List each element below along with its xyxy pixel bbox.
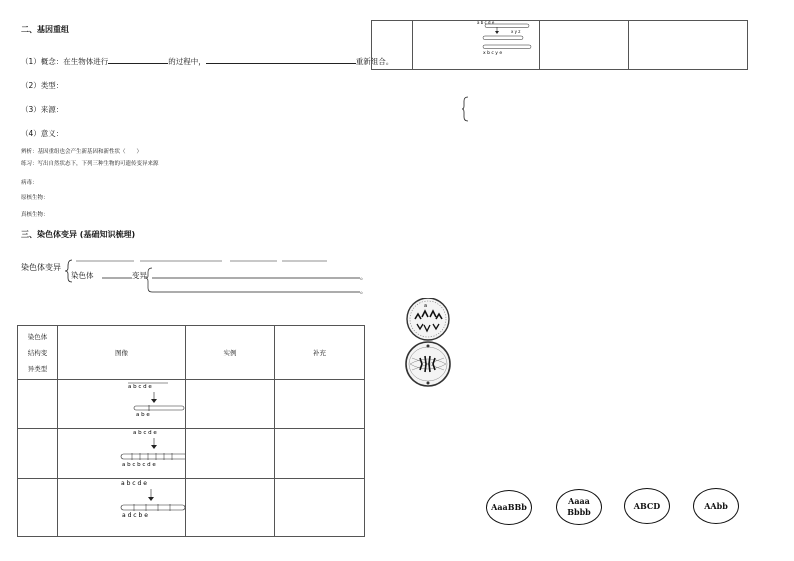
concept-blank-2[interactable] <box>206 56 356 64</box>
concept-mid: 的过程中， <box>168 57 206 66</box>
table-row <box>18 380 365 429</box>
row1-type-cell[interactable] <box>18 380 58 429</box>
row2-bottom-genes: a b c b c d e <box>122 462 156 468</box>
small-brace <box>461 96 471 122</box>
translocation-diagram <box>413 21 539 69</box>
table-header-row <box>18 326 365 380</box>
variation-label: 染色体变异 <box>21 263 61 272</box>
mid-row-genes: x y z <box>511 29 521 34</box>
row2-image-cell <box>58 429 186 479</box>
row1-note-cell[interactable] <box>275 380 365 429</box>
header-note-cell: 补充 <box>275 326 365 380</box>
row3-top-genes: a b c d e <box>121 480 147 487</box>
period-2: 。 <box>360 286 368 295</box>
type-label: （2）类型： <box>21 81 64 90</box>
concept-blank-1[interactable] <box>108 56 168 64</box>
virus-label: 病毒： <box>21 180 38 186</box>
table-row <box>18 429 365 479</box>
top-cell-label: a <box>424 303 428 309</box>
genotype-oval-3: ABCD <box>624 488 670 524</box>
header-type-line1: 染色体 <box>27 333 48 341</box>
row1-bottom-genes: a b e <box>136 412 150 418</box>
structure-variation-table <box>17 325 365 537</box>
row2-top-genes: a b c d e <box>133 430 157 436</box>
row1-example-cell[interactable] <box>186 380 275 429</box>
row3-example-cell[interactable] <box>186 479 275 537</box>
top-image-cell <box>413 21 540 70</box>
sub-label-b: 变异 <box>132 271 147 280</box>
row3-image-cell <box>58 479 186 537</box>
row2-note-cell[interactable] <box>275 429 365 479</box>
translocation-table <box>371 20 748 70</box>
top-type-cell[interactable] <box>372 21 413 70</box>
row1-image-cell <box>58 380 186 429</box>
duplication-diagram <box>58 429 185 478</box>
cell-division-figures <box>402 298 456 388</box>
row2-example-cell[interactable] <box>186 429 275 479</box>
header-type-line3: 异类型 <box>27 365 48 373</box>
row3-type-cell[interactable] <box>18 479 58 537</box>
prokaryote-label: 原核生物： <box>21 195 49 201</box>
header-image-cell: 图像 <box>58 326 186 380</box>
variation-brace-lines <box>62 254 372 298</box>
genotype-oval-4: AAbb <box>693 488 739 524</box>
meaning-label: （4）意义： <box>21 129 64 138</box>
analysis-text: 辨析：基因重组也会产生新基因和新性状（ ） <box>21 149 143 155</box>
top-row-genes: a b c d e <box>477 21 495 25</box>
period-1: 。 <box>360 272 368 281</box>
concept-line <box>21 56 393 67</box>
header-type-cell <box>18 326 58 380</box>
row2-type-cell[interactable] <box>18 429 58 479</box>
bottom-row-genes: x b c y e <box>483 51 503 56</box>
inversion-diagram <box>58 479 185 536</box>
row1-top-genes: a b c d e <box>128 384 152 390</box>
genotype-oval-2-text: Aaaa Bbbb <box>567 496 591 517</box>
table-row <box>18 479 365 537</box>
concept-prefix: （1）概念：在生物体进行 <box>21 57 109 66</box>
header-example-cell: 实例 <box>186 326 275 380</box>
top-example-cell[interactable] <box>540 21 629 70</box>
top-note-cell[interactable] <box>629 21 748 70</box>
genotype-oval-1: AaaBBb <box>486 490 532 525</box>
concept-suffix: 重新组合。 <box>355 57 394 66</box>
source-label: （3）来源： <box>21 105 64 114</box>
sub-label-a: 染色体 <box>71 271 94 280</box>
row3-bottom-genes: a d c b e <box>122 512 148 519</box>
header-type-line2: 结构变 <box>27 349 48 357</box>
exercise-text: 练习：写出自然状态下，下列三种生物的可遗传变异来源 <box>21 161 159 167</box>
section3-title: 三、染色体变异 (基础知识梳理) <box>21 230 136 239</box>
section2-title: 二、基因重组 <box>21 25 69 34</box>
deletion-diagram <box>58 380 185 428</box>
genotype-oval-2 <box>556 489 602 525</box>
row3-note-cell[interactable] <box>275 479 365 537</box>
table-row <box>372 21 748 70</box>
eukaryote-label: 真核生物： <box>21 212 49 218</box>
